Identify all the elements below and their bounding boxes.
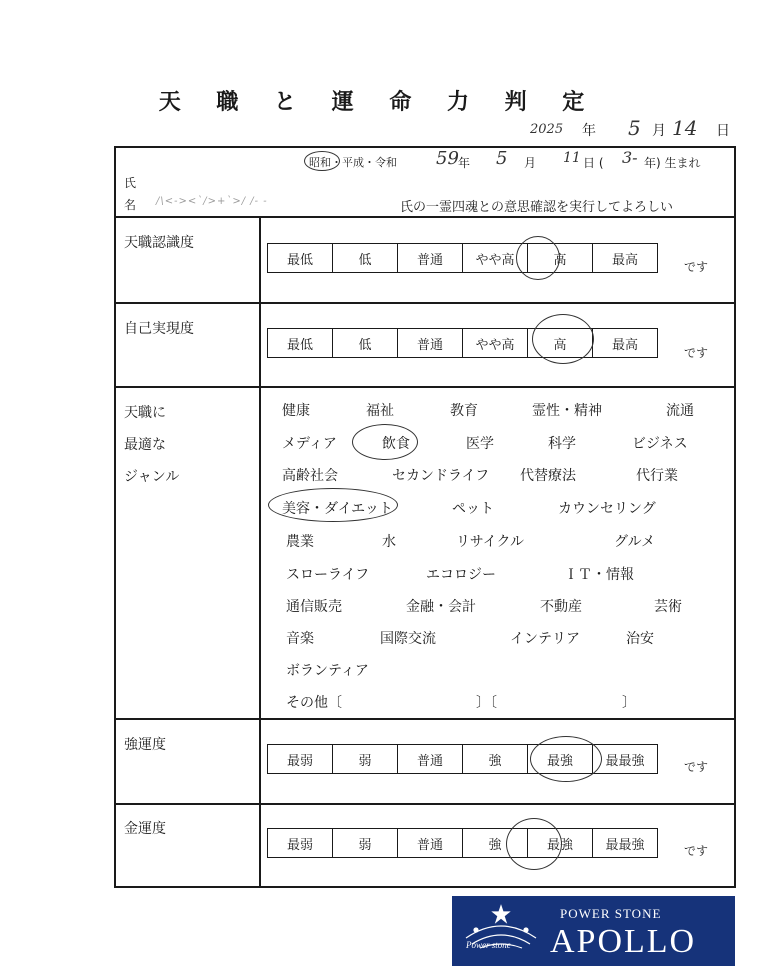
consent-text: 氏の一霊四魂との意思確認を実行してよろしい <box>400 200 674 215</box>
kinun-scale <box>268 828 658 858</box>
jiko-scale <box>268 328 658 358</box>
genre-item: 通信販売 <box>286 599 342 615</box>
genre-item: ボランティア <box>286 663 369 679</box>
genre-item: 不動産 <box>540 599 582 615</box>
section-label-kyoun: 強運度 <box>124 737 166 753</box>
name-label-2: 名 <box>124 198 137 212</box>
age-value: 3- <box>622 148 638 167</box>
genre-item: リサイクル <box>456 534 525 550</box>
genre-item: セカンドライフ <box>392 468 490 484</box>
genre-item: 代替療法 <box>520 468 576 484</box>
genre-item: エコロジー <box>426 567 496 583</box>
genre-item: 健康 <box>282 403 310 419</box>
scale-option: やや高 <box>462 243 528 273</box>
scale-option: 最最強 <box>592 744 658 774</box>
divider <box>116 386 734 388</box>
divider <box>116 302 734 304</box>
genre-label-line-2: 最適な <box>124 437 166 453</box>
scale-option: 低 <box>332 328 398 358</box>
genre-item: 美容・ダイエット <box>282 501 393 517</box>
genre-item: 霊性・精神 <box>532 403 602 419</box>
genre-item: メディア <box>282 436 337 452</box>
section-label-tenshoku: 天職認識度 <box>124 235 194 251</box>
scale-option: 弱 <box>332 828 398 858</box>
genre-row <box>282 498 702 524</box>
divider <box>116 718 734 720</box>
divider <box>116 803 734 805</box>
genre-row <box>286 660 706 686</box>
scale-option: 普通 <box>397 828 463 858</box>
genre-item: 芸術 <box>654 599 682 615</box>
genre-item: 医学 <box>466 436 494 452</box>
genre-item: 福祉 <box>366 403 394 419</box>
genre-label-line-1: 天職に <box>124 405 166 421</box>
genre-row <box>282 433 702 459</box>
scale-option: 普通 <box>397 744 463 774</box>
scale-option: 最弱 <box>267 744 333 774</box>
genre-item: 〕 <box>622 695 636 711</box>
genre-item: インテリア <box>510 631 580 647</box>
era-options: 昭和・平成・令和 <box>309 156 397 169</box>
date-day: 14 <box>672 116 698 140</box>
date-line <box>530 118 740 142</box>
scale-option: 最高 <box>592 328 658 358</box>
genre-row <box>286 692 706 718</box>
birth-month: 5 <box>496 148 508 169</box>
age-unit: 年) 生まれ <box>644 156 701 170</box>
genre-item: 金融・会計 <box>406 599 476 615</box>
page-title: 天 職 と 運 命 力 判 定 <box>158 90 599 115</box>
logo-script: Power stone <box>466 940 511 950</box>
scale-option: 最最強 <box>592 828 658 858</box>
genre-item: 農業 <box>286 534 314 550</box>
genre-item: カウンセリング <box>558 501 656 517</box>
genre-row <box>286 531 706 557</box>
suffix-desu: です <box>684 760 709 774</box>
genre-item: 科学 <box>548 436 576 452</box>
crown-icon <box>456 896 546 966</box>
scale-option: 普通 <box>397 243 463 273</box>
scale-option: 高 <box>527 328 593 358</box>
scale-option: 最低 <box>267 328 333 358</box>
genre-label-line-3: ジャンル <box>124 469 180 485</box>
suffix-desu: です <box>684 346 709 360</box>
birth-year: 59 <box>436 148 459 169</box>
genre-item: 飲食 <box>382 436 410 452</box>
genre-item: その他〔 <box>286 695 342 711</box>
genre-row <box>282 465 702 491</box>
divider <box>116 216 734 218</box>
genre-item: 代行業 <box>636 468 678 484</box>
suffix-desu: です <box>684 844 709 858</box>
genre-item: 治安 <box>626 631 654 647</box>
date-month-unit: 月 <box>652 123 666 139</box>
scale-option: 最高 <box>592 243 658 273</box>
kyoun-scale <box>268 744 658 774</box>
genre-item: 流通 <box>666 403 694 419</box>
scale-option: 強 <box>462 828 528 858</box>
scale-option: 最低 <box>267 243 333 273</box>
genre-row <box>282 400 702 426</box>
date-year: 2025 <box>530 122 564 137</box>
logo-apollo: APOLLO <box>550 923 697 960</box>
birth-month-unit: 月 <box>524 156 537 170</box>
tenshoku-scale <box>268 243 658 273</box>
date-month: 5 <box>628 116 641 140</box>
genre-item: ビジネス <box>632 436 688 452</box>
section-label-kinun: 金運度 <box>124 821 166 837</box>
genre-item: 高齢社会 <box>282 468 338 484</box>
genre-item: ペット <box>452 501 494 517</box>
scale-option: 弱 <box>332 744 398 774</box>
birth-info <box>116 148 734 216</box>
birth-day: 11 <box>563 150 581 166</box>
genre-item: 〕〔 <box>476 695 497 711</box>
genre-item: 水 <box>382 534 396 550</box>
genre-item: グルメ <box>614 534 656 550</box>
scale-option: 普通 <box>397 328 463 358</box>
genre-item: 教育 <box>450 403 478 419</box>
genre-item: スローライフ <box>286 567 370 583</box>
genre-item: ＩＴ・情報 <box>564 567 634 583</box>
scale-option: 最強 <box>527 828 593 858</box>
genre-row <box>286 596 706 622</box>
scale-option: 最強 <box>527 744 593 774</box>
genre-item: 音楽 <box>286 631 314 647</box>
judgment-form <box>114 146 736 888</box>
column-divider <box>259 216 261 886</box>
scale-option: やや高 <box>462 328 528 358</box>
birth-year-unit: 年 <box>458 156 471 170</box>
genre-row <box>286 564 706 590</box>
scale-option: 高 <box>527 243 593 273</box>
scale-option: 低 <box>332 243 398 273</box>
genre-row <box>286 628 706 654</box>
name-label-1: 氏 <box>124 176 137 190</box>
birth-day-unit: 日 ( <box>583 156 604 170</box>
logo-power-stone: POWER STONE <box>560 906 662 921</box>
scale-option: 最弱 <box>267 828 333 858</box>
name-value: /\<-><`/>+`>/ /- - <box>156 196 268 207</box>
scale-option: 強 <box>462 744 528 774</box>
date-year-unit: 年 <box>582 123 596 139</box>
date-day-unit: 日 <box>716 123 730 139</box>
genre-item: 国際交流 <box>380 631 436 647</box>
suffix-desu: です <box>684 260 709 274</box>
section-label-jiko: 自己実現度 <box>124 321 194 337</box>
apollo-logo <box>452 896 735 966</box>
